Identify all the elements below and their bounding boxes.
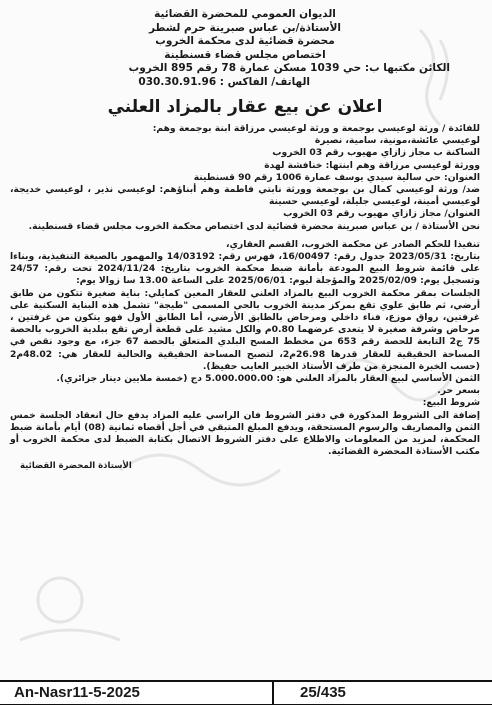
beneficiaries: للفائدة / ورثة لوعيسي بوجمعة و ورثة لوعيسي مرزاقة ابنة بوجمعة وهم:	[152, 123, 480, 134]
header-address: الكائن مكتبها ب: حي 1039 مسكن عمارة 78 رقم 895 الخروب	[128, 62, 450, 74]
base-price: الثمن الأساسي لبيع العقار بالمزاد العلني هو: 5.000.000.00 دج (خمسة ملايين دينار جزائري).	[56, 373, 480, 385]
beneficiaries-names: لوعيسي عائشة،مونية، سامية، نصيرة	[314, 135, 480, 147]
heirs-address: العنوان: حي سالية سيدي يوسف عمارة 1006 رقم 90 قسنطينة	[193, 171, 480, 183]
heirs: وورثة لوعيسي مرزاقة وهم ابنتها: خنافشة لهدة	[264, 159, 480, 171]
judgment-details: بتاريخ: 2023/05/31 جدول رقم: 16/00497، فهرس رقم: 14/03192 والمهمور بالصيغة التنفيذية، وبناءا على قائمة شروط البيع المودعة بأمانة ضبط محكمة الخروب بتاريخ: 2024/11/24 تحت رقم: 24/57 وتسجيل يوم: 2025/02/09 والمؤجلة ليوم: 2025/06/01 على الساعة 13.00 سا زوالا يوم:	[10, 251, 481, 287]
sale-conditions-heading: شروط البيع:	[422, 397, 480, 409]
publication-reference: An-Nasr11-5-2025	[14, 684, 140, 701]
bailiff-statement: نحن الأستاذة / بن عباس صبرينة محضرة قضائية لدى اختصاص محكمة الخروب مجلس قضاء قسنطينة.	[28, 220, 480, 232]
beneficiaries-address: الساكنة ب مجاز زازاي مهيوب رقم 03 الخروب	[272, 147, 480, 159]
signature: الأستاذة المحضرة القضائية	[20, 461, 132, 472]
announcement-body	[10, 123, 480, 473]
announcement-number: 25/435	[300, 684, 346, 701]
header-jurisdiction: اختصاص مجلس قضاء قسنطينة	[164, 48, 326, 61]
announcement-title: اعلان عن بيع عقار بالمزاد العلني	[107, 97, 383, 117]
price-note: بسعر حر.	[437, 385, 480, 397]
footer-divider	[272, 682, 274, 704]
announcement-document	[10, 8, 480, 680]
header-bailiff-name: الأستاذة/بن عباس صبرينة حرم لشطر	[148, 21, 342, 34]
property-description: الجلسات بمقر محكمة الخروب البيع بالمزاد العلني للعقار المعين كمايلي: بناية صغيرة تتكون من طابق أرضي، ثم طابق علوي تقع بمركز مدينة الخروب بالحي المسمى "طيجة" تشمل هذه البناية السكنية على غرفتين، رواق موزع، فناء داخلي ومرحاض بالطابق الأرضي، أما الطابق الأول فهو يتكون من غرفتين ، مرحاض وشرفة صغيرة لا يتعدى عرضهما 0.80م والكل مشيد على قطعة أرض تقع ببلدية الخروب بالحصة 75 ج2 التابعة للحصة رقم 653 من مخطط المسح البلدي المتعلق بالحصة 67 جزء، مع وجود نقص في المساحة الحقيقية للعقار قدرها 26.98م2، لتصبح المساحة الحقيقية والحالية للعقار هي: 48.02م2 (حسب الخبرة المنجزة من طرف الأستاذ الخبير العايب حفيظ).	[10, 287, 480, 372]
judgment-reference: تنفيذا للحكم الصادر عن محكمة الخروب، القسم العقاري،	[226, 238, 480, 250]
header-court: محضرة قضائية لدى محكمة الخروب	[155, 35, 335, 47]
footer-bar	[0, 680, 492, 705]
header-phone: الهاتف/ الفاكس : 030.30.91.96	[138, 75, 310, 88]
defendants-address: العنوان/ مجاز زازاي مهيوب رقم 03 الخروب	[283, 208, 480, 220]
header-office: الديوان العمومي للمحضرة القضائية	[154, 8, 336, 20]
bailiff-header	[10, 8, 480, 89]
sale-conditions: إضافة الى الشروط المذكورة في دفتر الشروط فان الراسي عليه المزاد يدفع حال انعقاد الجلسة خمس الثمن والمصاريف والرسوم المستحقة، ويدفع المبلغ المتبقي في أجل أقصاه ثمانية (08) أيام بأمانة ضبط المحكمة، لمزيد من المعلومات والاطلاع على دفتر الشروط الاتصال بكتابة الضبط لدى محكمة الخروب أو مكتب الأستاذة المحضرة القضائية.	[10, 409, 481, 458]
defendants: ضد/ ورثة لوعيسي كمال بن بوجمعة وورثة نابتي فاطمة وهم أبناؤهم: لوعيسي نذير ، لوعيسي خديجة، لوعيسي أمينة، لوعيسي جليلة، لوعيسي حسينة	[10, 184, 480, 208]
